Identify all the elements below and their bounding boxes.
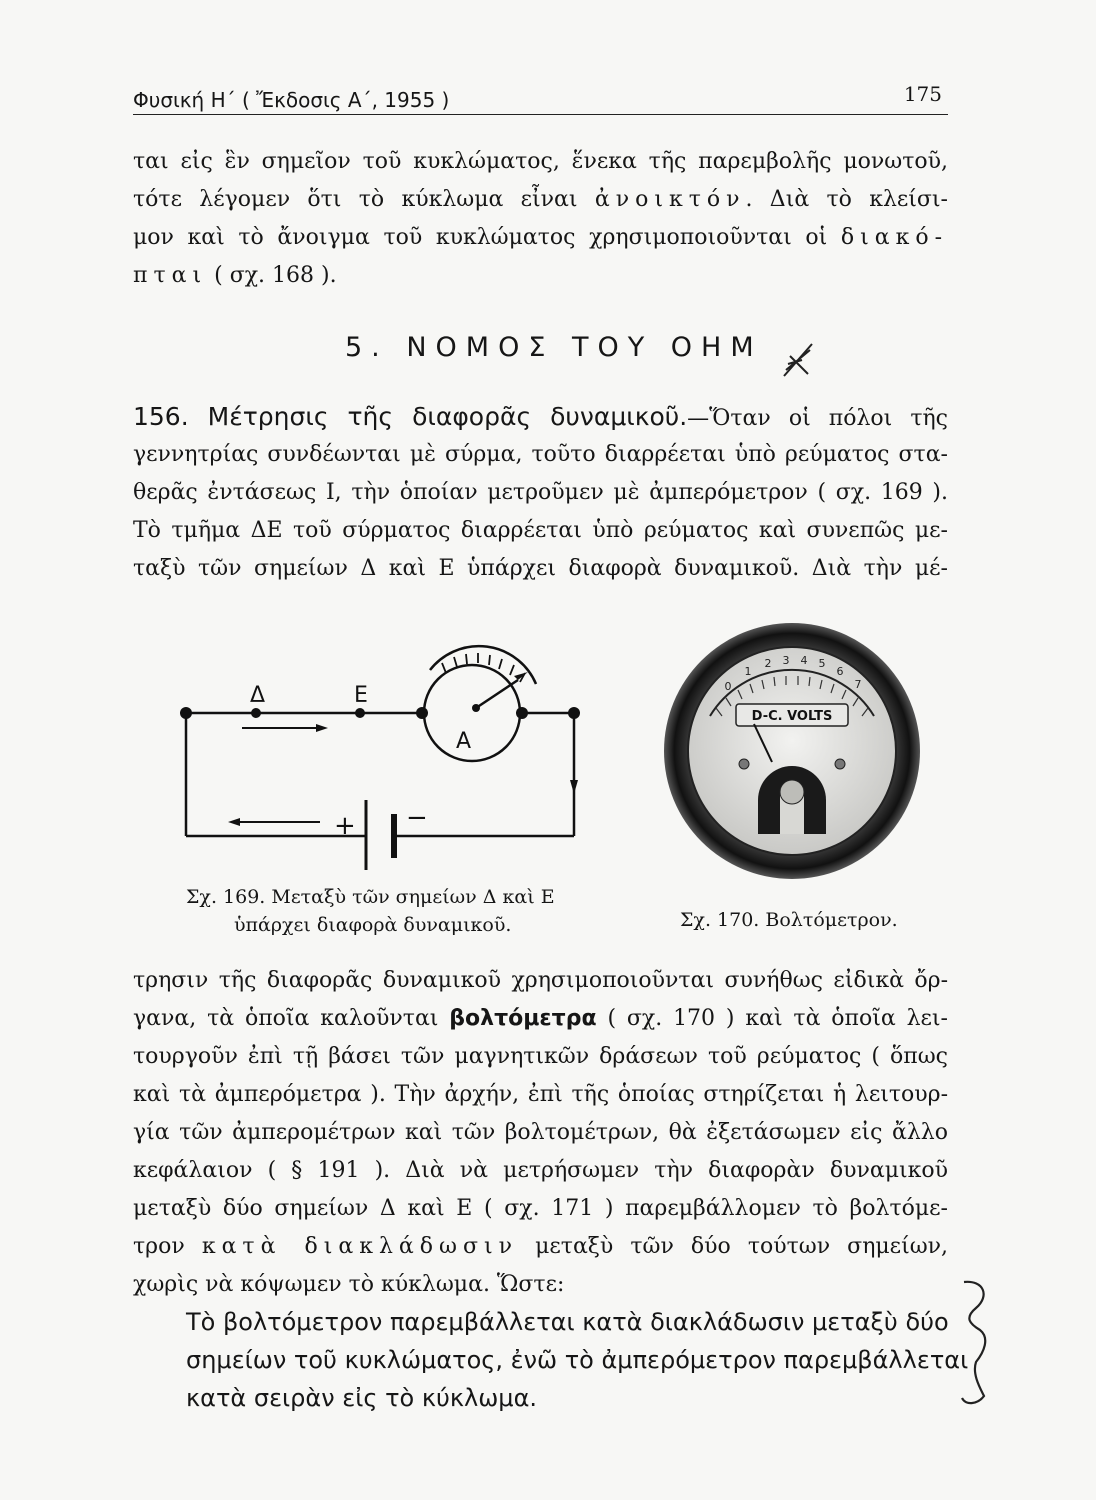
text-line: καὶ τὰ ἀμπερόμετρα ). Τὴν ἀρχήν, ἐπὶ τῆς ὁποίας στηρίζεται ἡ λειτουρ-	[133, 1082, 948, 1107]
voltmeter-screw-left	[739, 759, 749, 769]
spaced-term-open: ἀνοικτόν	[594, 187, 746, 212]
ammeter-terminal-left	[416, 707, 428, 719]
label-point-e: Ε	[354, 683, 368, 708]
figure-169-caption-line-2: ὑπάρχει διαφορὰ δυναμικοῦ.	[234, 914, 512, 936]
voltmeter-dial-text: D-C. VOLTS	[751, 709, 833, 724]
subsection-heading: 156. Μέτρησις τῆς διαφορᾶς δυναμικοῦ.	[133, 402, 688, 431]
handwritten-cross-mark	[780, 340, 816, 380]
bold-term-voltmeters: βολτόμετρα	[449, 1006, 597, 1031]
label-point-d: Δ	[250, 683, 266, 708]
text-line: ταξὺ τῶν σημείων Δ καὶ Ε ὑπάρχει διαφορὰ δυναμικοῦ. Διὰ τὴν μέ-	[133, 556, 948, 581]
scale-number-1: 1	[744, 665, 752, 678]
scale-number-6: 6	[836, 665, 844, 678]
text-line: 156. Μέτρησις τῆς διαφορᾶς δυναμικοῦ.—Ὅταν οἱ πόλοι τῆς	[133, 402, 948, 431]
point-e	[355, 708, 365, 718]
rule-statement	[186, 1303, 969, 1417]
rule-line: κατὰ σειρὰν εἰς τὸ κύκλωμα.	[186, 1384, 538, 1412]
figure-170-caption: Σχ. 170. Βολτόμετρον.	[680, 909, 898, 931]
figure-170-voltmeter-photo	[662, 620, 922, 882]
rule-line: Τὸ βολτόμετρον παρεμβάλλεται κατὰ διακλάδωσιν μεταξὺ δύο	[186, 1308, 949, 1336]
voltmeter-pivot	[780, 780, 804, 804]
running-title: Φυσική Η΄ ( Ἔκδοσις Α΄, 1955 )	[133, 88, 450, 112]
point-d	[251, 708, 261, 718]
terminal-left	[180, 707, 192, 719]
text-line: τρον κατὰ διακλάδωσιν μεταξὺ τῶν δύο τούτων σημείων,	[133, 1234, 949, 1259]
scale-number-0: 0	[724, 680, 732, 693]
spaced-term-switches: διακό-	[840, 225, 948, 250]
intro-paragraph	[133, 143, 948, 295]
handwritten-brace-mark	[950, 1278, 1000, 1408]
text-line: πται ( σχ. 168 ).	[133, 263, 337, 288]
running-header	[133, 82, 948, 115]
terminal-right	[568, 707, 580, 719]
ammeter-pivot	[472, 704, 480, 712]
text-line: ται εἰς ἓν σημεῖον τοῦ κυκλώματος, ἕνεκα τῆς παρεμβολῆς μονωτοῦ,	[133, 149, 948, 174]
text-line: γανα, τὰ ὁποῖα καλοῦνται βολτόμετρα ( σχ. 170 ) καὶ τὰ ὁποῖα λει-	[133, 1006, 948, 1031]
scale-number-3: 3	[782, 654, 790, 667]
spaced-term-parallel: κατὰ διακλάδωσιν	[201, 1234, 518, 1259]
text-line: τότε λέγομεν ὅτι τὸ κύκλωμα εἶναι ἀνοικτόν. Διὰ τὸ κλείσι-	[133, 187, 948, 212]
figure-169-caption-line-1: Σχ. 169. Μεταξὺ τῶν σημείων Δ καὶ Ε	[186, 886, 555, 908]
rule-line: σημείων τοῦ κυκλώματος, ἐνῶ τὸ ἀμπερόμετρον παρεμβάλλεται	[186, 1346, 969, 1374]
text-line: χωρὶς νὰ κόψωμεν τὸ κύκλωμα. Ὥστε:	[133, 1272, 565, 1297]
label-battery-plus: +	[334, 811, 356, 841]
page-number: 175	[903, 82, 942, 106]
label-ammeter: A	[456, 729, 472, 754]
ammeter-terminal-right	[516, 707, 528, 719]
figure-169-circuit-diagram	[170, 640, 610, 880]
scale-number-4: 4	[800, 654, 808, 667]
ammeter-circle	[424, 665, 520, 761]
text-line: θερᾶς ἐντάσεως I, τὴν ὁποίαν μετροῦμεν μὲ ἀμπερόμετρον ( σχ. 169 ).	[133, 480, 948, 505]
label-battery-minus: −	[406, 803, 428, 833]
figure-169-caption	[186, 883, 555, 939]
scale-number-7: 7	[854, 678, 862, 691]
text-line: μον καὶ τὸ ἄνοιγμα τοῦ κυκλώματος χρησιμοποιοῦνται οἱ διακό-	[133, 225, 948, 250]
ammeter-needle	[476, 680, 518, 708]
paragraph-156	[133, 398, 948, 588]
continuation-paragraph	[133, 962, 948, 1304]
text-line: κεφάλαιον ( § 191 ). Διὰ νὰ μετρήσωμεν τὴν διαφορὰν δυναμικοῦ	[133, 1158, 948, 1183]
text-line: τρησιν τῆς διαφορᾶς δυναμικοῦ χρησιμοποιοῦνται συνήθως εἰδικὰ ὄρ-	[133, 968, 948, 993]
text-line: τουργοῦν ἐπὶ τῇ βάσει τῶν μαγνητικῶν δράσεων τοῦ ρεύματος ( ὅπως	[133, 1044, 948, 1069]
current-arrow-right	[570, 780, 578, 794]
text-line: γεννητρίας συνδέωνται μὲ σύρμα, τοῦτο διαρρέεται ὑπὸ ρεύματος στα-	[133, 442, 948, 467]
text-line: γία τῶν ἀμπερομέτρων καὶ τῶν βολτομέτρων, θὰ ἐξετάσωμεν εἰς ἄλλο	[133, 1120, 948, 1145]
scale-number-2: 2	[764, 657, 772, 670]
voltmeter-screw-right	[835, 759, 845, 769]
text-line: μεταξὺ δύο σημείων Δ καὶ Ε ( σχ. 171 ) παρεμβάλλομεν τὸ βολτόμε-	[133, 1196, 948, 1221]
scale-number-5: 5	[818, 657, 826, 670]
section-title: 5. ΝΟΜΟΣ ΤΟΥ ΟΗΜ	[345, 332, 763, 363]
text-line: Τὸ τμῆμα ΔΕ τοῦ σύρματος διαρρέεται ὑπὸ ρεύματος καὶ συνεπῶς με-	[133, 518, 948, 543]
